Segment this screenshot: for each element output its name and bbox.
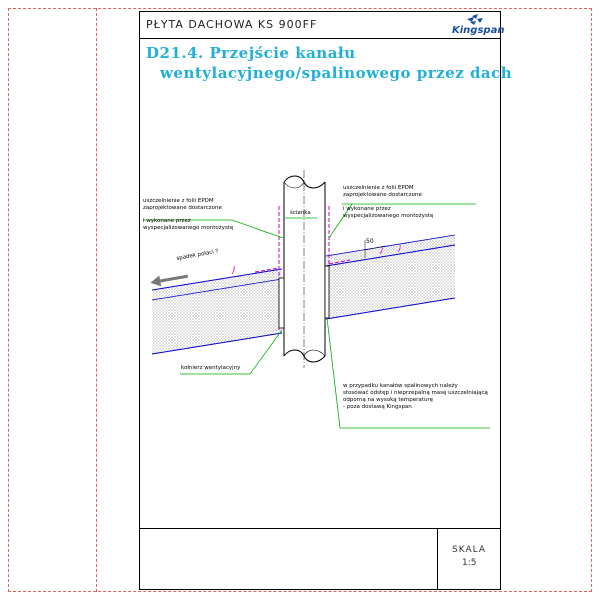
scale-label: SKALA (452, 545, 486, 555)
wall-label: ścianka (290, 210, 311, 216)
section-title-line1: D21.4. Przejście kanału (146, 44, 356, 62)
note-line: uszczelnienie z folii EPDM (143, 198, 214, 204)
logo-text: Kingspan (452, 25, 505, 36)
note-line: zaprojektowane dostarczone (343, 192, 422, 198)
note-line: uszczelnienie z folii EPDM (343, 185, 414, 191)
roof-panel-right (326, 235, 455, 319)
note-line: w przypadku kanałów spalinowych należy (343, 383, 458, 389)
flue-note (343, 383, 488, 411)
scale-value: 1:5 (462, 558, 477, 568)
note-line: stosować odstęp i nieprzepalną masę uszczelniającą (343, 390, 488, 396)
pipe-bottom-break (284, 350, 325, 362)
note-line: wyspecjalizowanego montożystę (343, 213, 434, 219)
right-seal-note (343, 185, 433, 220)
slope-label: spadek połaci ? (176, 248, 219, 262)
footer-divider (139, 528, 501, 529)
pipe-top-break (284, 176, 325, 188)
collar-label: kołnierz wentylacyjny (181, 365, 241, 371)
left-seal-note (143, 198, 233, 232)
footer-cell-divider (437, 528, 438, 590)
note-line: wyspecjalizowanego montożystę (143, 225, 234, 231)
product-name: PŁYTA DACHOWA KS 900FF (146, 18, 318, 31)
note-line: i wykonane przez (343, 206, 391, 212)
section-title-line2: wentylacyjnego/spalinowego przez dach (160, 64, 513, 82)
note-line: i wykonane przez (143, 218, 191, 224)
note-line: odporną na wysoką temperaturę (343, 397, 434, 403)
note-line: - poza dostawą Kingspan (343, 404, 412, 410)
angle-label: 50 (366, 238, 374, 245)
wall-kerb (287, 228, 322, 320)
note-line: zaprojektowane dostarczone (143, 205, 222, 211)
